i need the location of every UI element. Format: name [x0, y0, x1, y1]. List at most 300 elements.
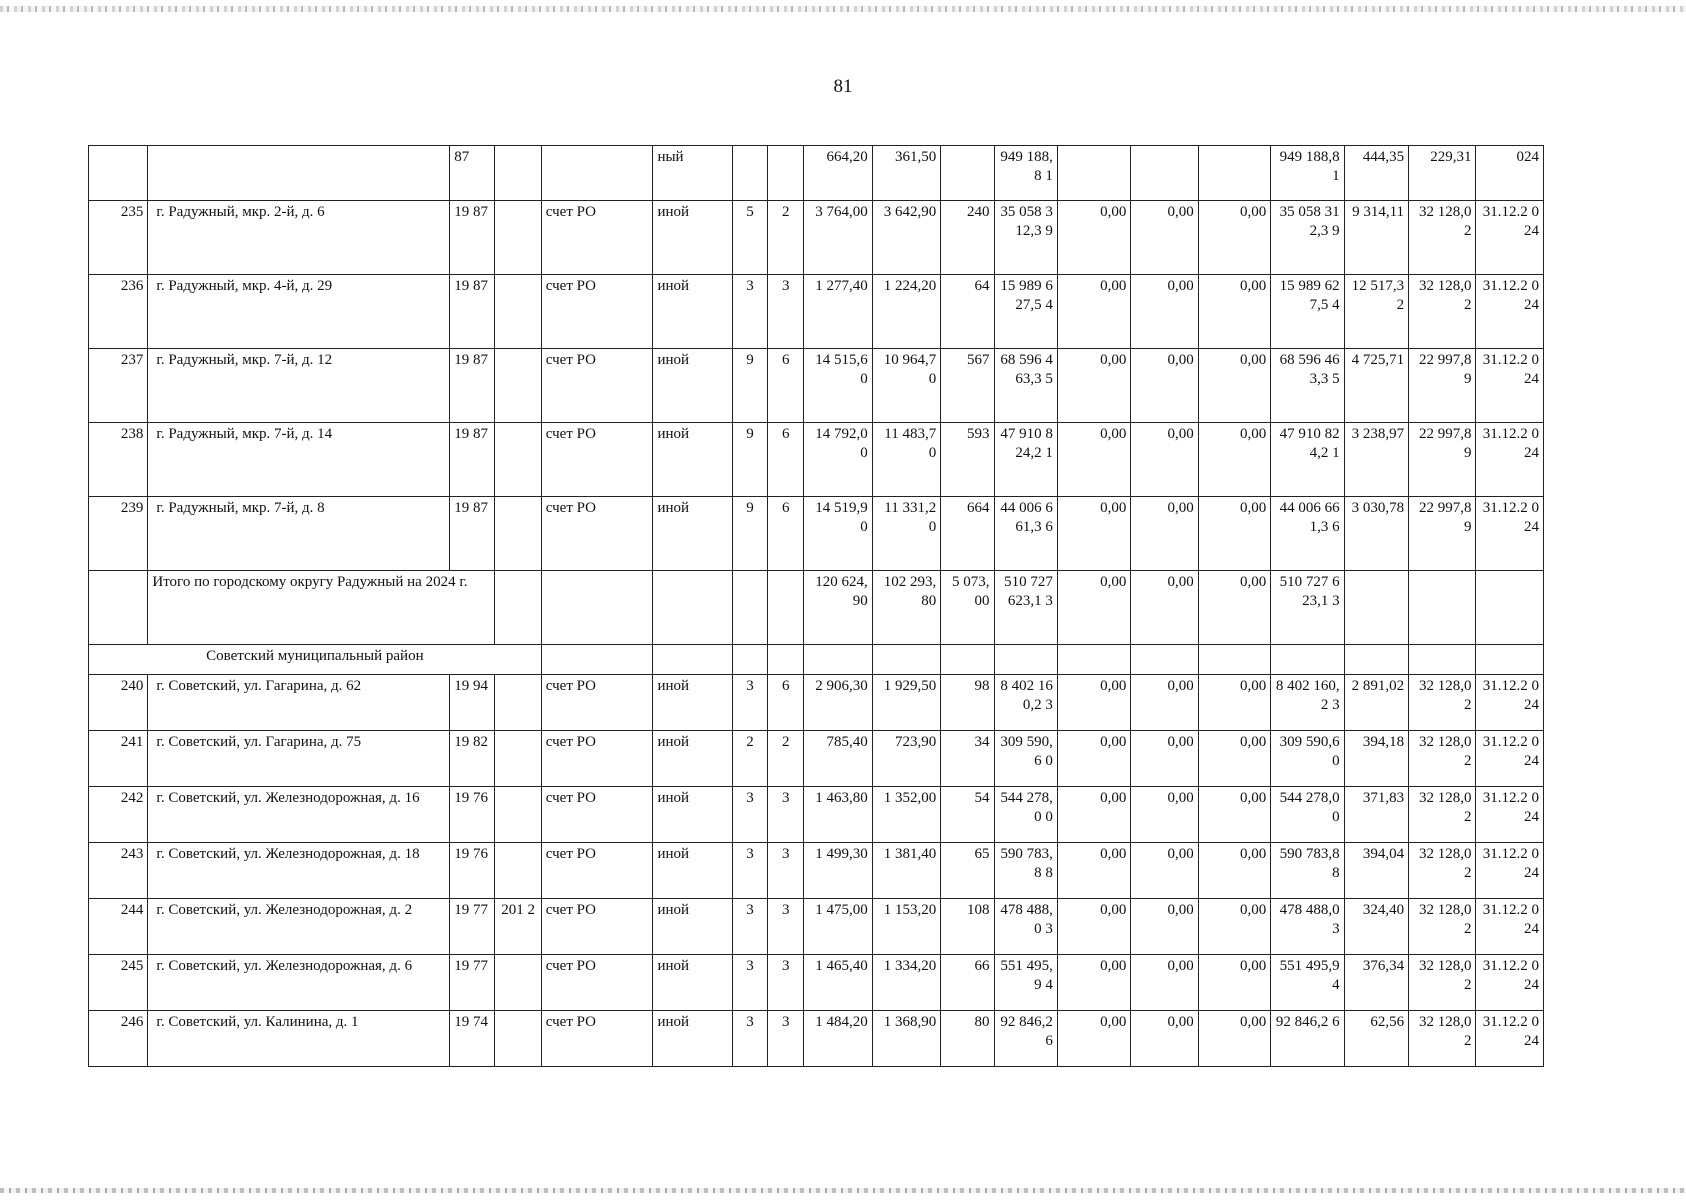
cell-c16: 35 058 312,3 9: [1271, 201, 1344, 275]
cell-address: г. Советский, ул. Гагарина, д. 62: [148, 675, 450, 731]
cell-area-living: 1 153,20: [872, 899, 940, 955]
cell-entrances: 3: [768, 275, 804, 349]
cell-c14: 0,00: [1131, 1011, 1198, 1067]
cell-no: 246: [89, 1011, 148, 1067]
cell-area-living: 1 381,40: [872, 843, 940, 899]
cell-fund: счет РО: [541, 787, 653, 843]
cell-c17: 3 238,97: [1344, 423, 1408, 497]
cell-no: 243: [89, 843, 148, 899]
cell-c16: 8 402 160,2 3: [1271, 675, 1344, 731]
cell-residents: 98: [941, 675, 994, 731]
table-row: [89, 497, 1544, 571]
cell-fund: счет РО: [541, 1011, 653, 1067]
cell-type: иной: [653, 201, 732, 275]
cell-type: иной: [653, 899, 732, 955]
cell-c14: 0,00: [1131, 497, 1198, 571]
cell-entrances: 3: [768, 955, 804, 1011]
table-row: [89, 675, 1544, 731]
cell-empty: [732, 645, 767, 675]
cell-c13: 0,00: [1057, 899, 1130, 955]
cell-c17: 9 314,11: [1344, 201, 1408, 275]
cell-area-living: 1 368,90: [872, 1011, 940, 1067]
cell-area-total: 2 906,30: [804, 675, 872, 731]
cell-c17: 444,35: [1344, 146, 1408, 201]
cell-residents: 34: [941, 731, 994, 787]
cell-deadline: [1476, 571, 1544, 645]
cell-repair-year: [495, 349, 541, 423]
cell-type: иной: [653, 955, 732, 1011]
cell-c14: 0,00: [1131, 955, 1198, 1011]
cell-entrances: 3: [768, 843, 804, 899]
cell-c18: 32 128,02: [1409, 843, 1476, 899]
cell-cost-total: 92 846,2 6: [994, 1011, 1057, 1067]
cell-c14: 0,00: [1131, 571, 1198, 645]
cell-address: г. Советский, ул. Калинина, д. 1: [148, 1011, 450, 1067]
table-row: [89, 349, 1544, 423]
cell-year: 19 87: [450, 275, 495, 349]
cell-c15: 0,00: [1198, 1011, 1270, 1067]
cell-entrances: [768, 571, 804, 645]
section-row: [89, 645, 1544, 675]
cell-c14: 0,00: [1131, 275, 1198, 349]
cell-c17: [1344, 571, 1408, 645]
cell-area-living: 1 929,50: [872, 675, 940, 731]
cell-area-total: 664,20: [804, 146, 872, 201]
cell-c17: 324,40: [1344, 899, 1408, 955]
cell-c16: 92 846,2 6: [1271, 1011, 1344, 1067]
cell-c16: 68 596 463,3 5: [1271, 349, 1344, 423]
cell-area-total: 1 499,30: [804, 843, 872, 899]
cell-repair-year: [495, 843, 541, 899]
cell-c18: [1409, 571, 1476, 645]
cell-no: [89, 146, 148, 201]
cell-area-total: 785,40: [804, 731, 872, 787]
cell-no: 235: [89, 201, 148, 275]
table-body: [89, 146, 1544, 1067]
cell-no: 245: [89, 955, 148, 1011]
cell-no: 242: [89, 787, 148, 843]
cell-cost-total: 949 188,8 1: [994, 146, 1057, 201]
cell-c13: 0,00: [1057, 787, 1130, 843]
table-row: [89, 955, 1544, 1011]
cell-empty: [1476, 645, 1544, 675]
cell-floors: 3: [732, 787, 767, 843]
cell-area-total: 1 484,20: [804, 1011, 872, 1067]
cell-cost-total: 309 590,6 0: [994, 731, 1057, 787]
cell-c16: 949 188,8 1: [1271, 146, 1344, 201]
cell-c13: 0,00: [1057, 349, 1130, 423]
cell-fund: счет РО: [541, 675, 653, 731]
table-row: [89, 787, 1544, 843]
cell-repair-year: [495, 275, 541, 349]
cell-year: 19 87: [450, 201, 495, 275]
cell-entrances: 3: [768, 1011, 804, 1067]
cell-fund: счет РО: [541, 955, 653, 1011]
cell-type: иной: [653, 423, 732, 497]
cell-area-living: 1 334,20: [872, 955, 940, 1011]
cell-no: 238: [89, 423, 148, 497]
cell-residents: 240: [941, 201, 994, 275]
cell-c14: 0,00: [1131, 349, 1198, 423]
cell-address: г. Радужный, мкр. 7-й, д. 14: [148, 423, 450, 497]
cell-year: 19 76: [450, 843, 495, 899]
cell-address: г. Радужный, мкр. 7-й, д. 8: [148, 497, 450, 571]
cell-floors: 3: [732, 675, 767, 731]
cell-empty: [1057, 645, 1130, 675]
cell-area-total: 14 792,00: [804, 423, 872, 497]
cell-year: 19 77: [450, 955, 495, 1011]
cell-deadline: 31.12.2 024: [1476, 899, 1544, 955]
cell-empty: [653, 645, 732, 675]
cell-c16: 309 590,6 0: [1271, 731, 1344, 787]
cell-repair-year: [495, 1011, 541, 1067]
cell-area-total: 1 277,40: [804, 275, 872, 349]
cell-c15: 0,00: [1198, 843, 1270, 899]
cell-repair-year: [495, 571, 541, 645]
cell-repair-year: [495, 423, 541, 497]
cell-fund: счет РО: [541, 843, 653, 899]
cell-no: 239: [89, 497, 148, 571]
cell-c18: 22 997,89: [1409, 423, 1476, 497]
total-row: [89, 571, 1544, 645]
cell-address: г. Советский, ул. Железнодорожная, д. 16: [148, 787, 450, 843]
cell-residents: 5 073, 00: [941, 571, 994, 645]
cell-repair-year: [495, 955, 541, 1011]
cell-fund: счет РО: [541, 423, 653, 497]
page-number: 81: [833, 76, 853, 97]
cell-deadline: 31.12.2 024: [1476, 497, 1544, 571]
cell-c15: 0,00: [1198, 571, 1270, 645]
cell-repair-year: [495, 497, 541, 571]
cell-type: иной: [653, 731, 732, 787]
cell-floors: 2: [732, 731, 767, 787]
cell-c16: 478 488,0 3: [1271, 899, 1344, 955]
cell-empty: [1131, 645, 1198, 675]
cell-year: 19 77: [450, 899, 495, 955]
cell-floors: 5: [732, 201, 767, 275]
cell-deadline: 31.12.2 024: [1476, 201, 1544, 275]
cell-c17: 12 517,32: [1344, 275, 1408, 349]
cell-c13: 0,00: [1057, 843, 1130, 899]
cell-c18: 32 128,02: [1409, 955, 1476, 1011]
cell-no: 236: [89, 275, 148, 349]
cell-year: 19 82: [450, 731, 495, 787]
cell-repair-year: [495, 675, 541, 731]
cell-c14: 0,00: [1131, 423, 1198, 497]
table-row: [89, 423, 1544, 497]
cell-floors: 3: [732, 843, 767, 899]
cell-c15: 0,00: [1198, 955, 1270, 1011]
cell-empty: [941, 645, 994, 675]
cell-repair-year: [495, 201, 541, 275]
cell-deadline: 31.12.2 024: [1476, 275, 1544, 349]
cell-residents: 567: [941, 349, 994, 423]
cell-floors: 9: [732, 497, 767, 571]
cell-entrances: 6: [768, 423, 804, 497]
cell-c15: 0,00: [1198, 675, 1270, 731]
cell-residents: 664: [941, 497, 994, 571]
cell-c15: 0,00: [1198, 787, 1270, 843]
cell-deadline: 31.12.2 024: [1476, 675, 1544, 731]
cell-c17: 376,34: [1344, 955, 1408, 1011]
cell-residents: 108: [941, 899, 994, 955]
cell-c16: 551 495,9 4: [1271, 955, 1344, 1011]
cell-c17: 394,18: [1344, 731, 1408, 787]
cell-empty: [1409, 645, 1476, 675]
cell-fund: счет РО: [541, 731, 653, 787]
cell-c15: 0,00: [1198, 731, 1270, 787]
cell-type: иной: [653, 675, 732, 731]
cell-cost-total: 544 278,0 0: [994, 787, 1057, 843]
cell-c15: [1198, 146, 1270, 201]
cell-c14: 0,00: [1131, 201, 1198, 275]
cell-c14: 0,00: [1131, 843, 1198, 899]
cell-cost-total: 68 596 463,3 5: [994, 349, 1057, 423]
table-row: [89, 843, 1544, 899]
table-row: [89, 201, 1544, 275]
cell-address: г. Радужный, мкр. 7-й, д. 12: [148, 349, 450, 423]
cell-year: 19 76: [450, 787, 495, 843]
cell-empty: [541, 645, 653, 675]
cell-fund: счет РО: [541, 349, 653, 423]
cell-deadline: 31.12.2 024: [1476, 955, 1544, 1011]
cell-empty: [872, 645, 940, 675]
cell-entrances: 6: [768, 675, 804, 731]
cell-address: г. Советский, ул. Железнодорожная, д. 6: [148, 955, 450, 1011]
cell-c16: 44 006 661,3 6: [1271, 497, 1344, 571]
cell-cost-total: 15 989 627,5 4: [994, 275, 1057, 349]
cell-cost-total: 47 910 824,2 1: [994, 423, 1057, 497]
cell-entrances: [768, 146, 804, 201]
cell-address: г. Радужный, мкр. 2-й, д. 6: [148, 201, 450, 275]
cell-c17: 394,04: [1344, 843, 1408, 899]
cell-floors: 9: [732, 423, 767, 497]
cell-area-living: 361,50: [872, 146, 940, 201]
cell-c18: 229,31: [1409, 146, 1476, 201]
cell-address: г. Радужный, мкр. 4-й, д. 29: [148, 275, 450, 349]
cell-c18: 22 997,89: [1409, 349, 1476, 423]
cell-floors: 3: [732, 899, 767, 955]
cell-no: 240: [89, 675, 148, 731]
cell-empty: [1271, 645, 1344, 675]
cell-entrances: 2: [768, 201, 804, 275]
cell-c13: 0,00: [1057, 423, 1130, 497]
cell-entrances: 3: [768, 899, 804, 955]
cell-deadline: 024: [1476, 146, 1544, 201]
table-row: [89, 275, 1544, 349]
cell-fund: счет РО: [541, 275, 653, 349]
cell-type: иной: [653, 843, 732, 899]
cell-entrances: 2: [768, 731, 804, 787]
cell-cost-total: 35 058 312,3 9: [994, 201, 1057, 275]
cell-cost-total: 8 402 160,2 3: [994, 675, 1057, 731]
cell-address: г. Советский, ул. Железнодорожная, д. 18: [148, 843, 450, 899]
cell-c17: 62,56: [1344, 1011, 1408, 1067]
total-label: Итого по городскому округу Радужный на 2024 г.: [148, 571, 495, 645]
table-row-continuation: [89, 146, 1544, 201]
cell-no: 237: [89, 349, 148, 423]
cell-cost-total: 590 783,8 8: [994, 843, 1057, 899]
cell-area-total: 14 515,60: [804, 349, 872, 423]
cell-type: иной: [653, 497, 732, 571]
cell-c16: 590 783,8 8: [1271, 843, 1344, 899]
cell-area-living: 3 642,90: [872, 201, 940, 275]
cell-area-total: 1 463,80: [804, 787, 872, 843]
cell-no: 244: [89, 899, 148, 955]
cell-c18: 22 997,89: [1409, 497, 1476, 571]
cell-year: 19 87: [450, 423, 495, 497]
cell-type: иной: [653, 349, 732, 423]
cell-type: [653, 571, 732, 645]
cell-area-living: 11 483,70: [872, 423, 940, 497]
cell-year: 19 87: [450, 349, 495, 423]
cell-c15: 0,00: [1198, 899, 1270, 955]
cell-residents: [941, 146, 994, 201]
cell-deadline: 31.12.2 024: [1476, 843, 1544, 899]
cell-repair-year: [495, 731, 541, 787]
cell-c17: 4 725,71: [1344, 349, 1408, 423]
cell-cost-total: 551 495,9 4: [994, 955, 1057, 1011]
table-row: [89, 731, 1544, 787]
cell-address: г. Советский, ул. Гагарина, д. 75: [148, 731, 450, 787]
cell-area-living: 10 964,70: [872, 349, 940, 423]
cell-year: 19 87: [450, 497, 495, 571]
cell-cost-total: 510 727 623,1 3: [994, 571, 1057, 645]
cell-year: 87: [450, 146, 495, 201]
cell-fund: [541, 571, 653, 645]
cell-area-total: 3 764,00: [804, 201, 872, 275]
cell-residents: 80: [941, 1011, 994, 1067]
cell-c17: 3 030,78: [1344, 497, 1408, 571]
cell-c18: 32 128,02: [1409, 899, 1476, 955]
cell-fund: счет РО: [541, 497, 653, 571]
cell-entrances: 6: [768, 349, 804, 423]
cell-address: г. Советский, ул. Железнодорожная, д. 2: [148, 899, 450, 955]
scan-edge-bottom: [0, 1188, 1686, 1193]
cell-c13: 0,00: [1057, 571, 1130, 645]
cell-c13: 0,00: [1057, 1011, 1130, 1067]
cell-cost-total: 44 006 661,3 6: [994, 497, 1057, 571]
cell-c15: 0,00: [1198, 349, 1270, 423]
cell-c18: 32 128,02: [1409, 275, 1476, 349]
table-row: [89, 899, 1544, 955]
cell-year: 19 94: [450, 675, 495, 731]
cell-c15: 0,00: [1198, 423, 1270, 497]
cell-c17: 371,83: [1344, 787, 1408, 843]
cell-c14: [1131, 146, 1198, 201]
cell-c18: 32 128,02: [1409, 787, 1476, 843]
cell-empty: [768, 645, 804, 675]
cell-area-living: 1 352,00: [872, 787, 940, 843]
cell-fund: [541, 146, 653, 201]
cell-type: иной: [653, 275, 732, 349]
cell-c15: 0,00: [1198, 497, 1270, 571]
cell-area-total: 120 624,90: [804, 571, 872, 645]
section-title: Советский муниципальный район: [89, 645, 542, 675]
cell-c18: 32 128,02: [1409, 731, 1476, 787]
cell-floors: 3: [732, 955, 767, 1011]
cell-deadline: 31.12.2 024: [1476, 349, 1544, 423]
table-row: [89, 1011, 1544, 1067]
cell-c18: 32 128,02: [1409, 201, 1476, 275]
cell-c13: 0,00: [1057, 675, 1130, 731]
cell-area-living: 723,90: [872, 731, 940, 787]
cell-address: [148, 146, 450, 201]
cell-c13: 0,00: [1057, 955, 1130, 1011]
cell-floors: 9: [732, 349, 767, 423]
cell-c13: 0,00: [1057, 275, 1130, 349]
scan-edge-top: [0, 6, 1686, 12]
cell-residents: 66: [941, 955, 994, 1011]
cell-repair-year: 201 2: [495, 899, 541, 955]
cell-c13: 0,00: [1057, 731, 1130, 787]
cell-entrances: 6: [768, 497, 804, 571]
cell-residents: 54: [941, 787, 994, 843]
cell-area-living: 1 224,20: [872, 275, 940, 349]
cell-residents: 593: [941, 423, 994, 497]
cell-area-total: 1 465,40: [804, 955, 872, 1011]
cell-c14: 0,00: [1131, 675, 1198, 731]
cell-floors: [732, 146, 767, 201]
cell-year: 19 74: [450, 1011, 495, 1067]
cell-c14: 0,00: [1131, 731, 1198, 787]
cell-area-living: 11 331,20: [872, 497, 940, 571]
cell-c15: 0,00: [1198, 275, 1270, 349]
cell-empty: [1344, 645, 1408, 675]
cell-cost-total: 478 488,0 3: [994, 899, 1057, 955]
cell-area-total: 14 519,90: [804, 497, 872, 571]
cell-residents: 65: [941, 843, 994, 899]
cell-empty: [1198, 645, 1270, 675]
cell-fund: счет РО: [541, 899, 653, 955]
cell-floors: [732, 571, 767, 645]
cell-empty: [994, 645, 1057, 675]
cell-c16: 47 910 824,2 1: [1271, 423, 1344, 497]
cell-c18: 32 128,02: [1409, 1011, 1476, 1067]
cell-c18: 32 128,02: [1409, 675, 1476, 731]
cell-c13: 0,00: [1057, 497, 1130, 571]
cell-repair-year: [495, 787, 541, 843]
register-table: [88, 145, 1544, 1067]
cell-deadline: 31.12.2 024: [1476, 787, 1544, 843]
cell-empty: [804, 645, 872, 675]
cell-c15: 0,00: [1198, 201, 1270, 275]
cell-fund: счет РО: [541, 201, 653, 275]
cell-deadline: 31.12.2 024: [1476, 1011, 1544, 1067]
cell-c14: 0,00: [1131, 899, 1198, 955]
cell-type: иной: [653, 1011, 732, 1067]
cell-type: ный: [653, 146, 732, 201]
cell-c13: 0,00: [1057, 201, 1130, 275]
cell-type: иной: [653, 787, 732, 843]
cell-residents: 64: [941, 275, 994, 349]
cell-floors: 3: [732, 1011, 767, 1067]
cell-floors: 3: [732, 275, 767, 349]
cell-repair-year: [495, 146, 541, 201]
cell-c17: 2 891,02: [1344, 675, 1408, 731]
cell-entrances: 3: [768, 787, 804, 843]
cell-area-total: 1 475,00: [804, 899, 872, 955]
cell-deadline: 31.12.2 024: [1476, 731, 1544, 787]
cell-c14: 0,00: [1131, 787, 1198, 843]
cell-c16: 15 989 627,5 4: [1271, 275, 1344, 349]
cell-c13: [1057, 146, 1130, 201]
cell-no: [89, 571, 148, 645]
cell-c16: 544 278,0 0: [1271, 787, 1344, 843]
cell-area-living: 102 293,80: [872, 571, 940, 645]
cell-no: 241: [89, 731, 148, 787]
cell-c16: 510 727 623,1 3: [1271, 571, 1344, 645]
